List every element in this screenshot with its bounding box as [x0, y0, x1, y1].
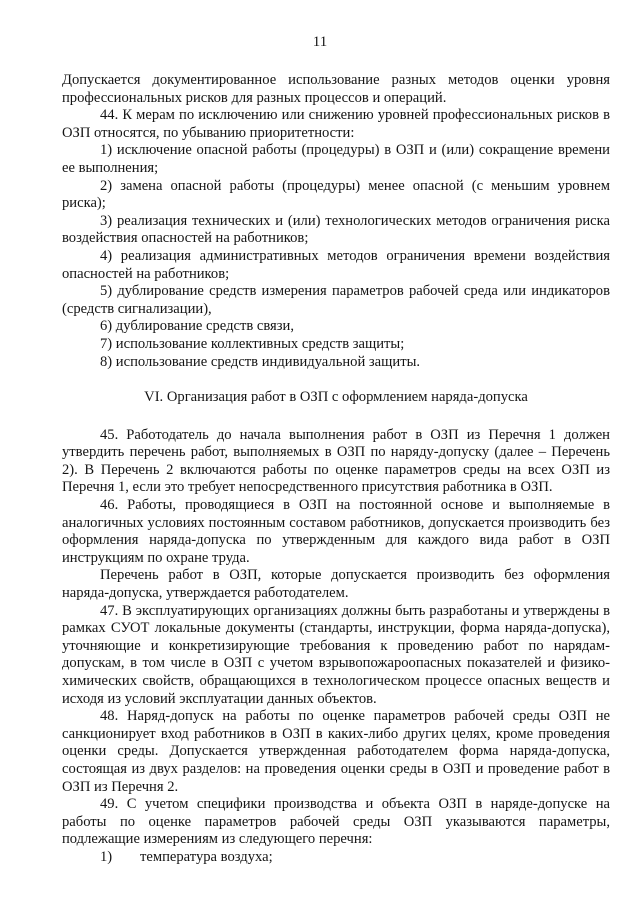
- list-item: 8) использование средств индивидуальной защиты.: [100, 353, 421, 370]
- section-heading: VI. Организация работ в ОЗП с оформлением наряда-допуска: [144, 389, 528, 406]
- paragraph-45: 45. Работодатель до начала выполнения работ в ОЗП из Перечня 1 должен утвердить перечень работ, выполняемых в ОЗП по наряду-допуску (далее – Перечень 2). В Перечень 2 включаются работы по оценке параметров среды на всех ОЗП из Перечня 1, если это требует непосредственного присутствия работника в ОЗП.: [62, 426, 610, 496]
- document-body: [62, 72, 610, 867]
- page-number: 11: [312, 34, 328, 50]
- paragraph: Допускается документированное использование разных методов оценки уровня профессиональных рисков для разных процессов и операций.: [62, 72, 610, 106]
- paragraph: Перечень работ в ОЗП, которые допускается производить без оформления наряда-допуска, утверждается работодателем.: [62, 567, 610, 602]
- list-item: 2) замена опасной работы (процедуры) менее опасной (с меньшим уровнем риска);: [62, 177, 610, 212]
- paragraph-47: 47. В эксплуатирующих организациях должны быть разработаны и утверждены в рамках СУОТ локальные документы (стандарты, инструкции, форма наряда-допуска), уточняющие и конкретизирующие требования к проведению работ по нарядам-допускам, в том числе в ОЗП с учетом взрывопожароопасных показателей и физико-химических свойств, обращающихся в технологическом процессе опасных веществ и исходя из условий эксплуатации данных объектов.: [62, 602, 610, 707]
- list-item-text: температура воздуха;: [140, 848, 273, 865]
- paragraph-44: 44. К мерам по исключению или снижению уровней профессиональных рисков в ОЗП относятся, по убыванию приоритетности:: [62, 107, 610, 141]
- list-item: 5) дублирование средств измерения параметров рабочей среда или индикаторов (средств сигнализации),: [62, 283, 610, 317]
- list-item: 3) реализация технических и (или) технологических методов ограничения риска воздействия опасностей на работников;: [62, 212, 610, 247]
- paragraph-48: 48. Наряд-допуск на работы по оценке параметров рабочей среды ОЗП не санкционирует вход работников в ОЗП в каких-либо других целях, кроме проведения оценки среды. Допускается утвержденная работодателем форма наряда-допуска, состоящая из двух разделов: на проведения оценки среды в ОЗП и проведение работ в ОЗП из Перечня 2.: [62, 708, 610, 795]
- list-item: 1) исключение опасной работы (процедуры) в ОЗП и (или) сокращение времени ее выполнения;: [62, 142, 610, 176]
- list-item: 4) реализация административных методов ограничения времени воздействия опасностей на работников;: [62, 247, 610, 282]
- list-item: 6) дублирование средств связи,: [100, 318, 294, 335]
- list-item: [62, 849, 610, 867]
- paragraph-46: 46. Работы, проводящиеся в ОЗП на постоянной основе и выполняемые в аналогичных условиях постоянным составом работников, допускается производить без оформления наряда-допуска по утвержденным для каждого вида работ в ОЗП инструкциям по охране труда.: [62, 497, 610, 566]
- paragraph-49: 49. С учетом специфики производства и объекта ОЗП в наряде-допуске на работы по оценке параметров рабочей среды ОЗП указываются параметры, подлежащие измерениям из следующего перечня:: [62, 796, 610, 848]
- list-item: 7) использование коллективных средств защиты;: [100, 335, 405, 352]
- list-item-number: 1): [100, 848, 113, 865]
